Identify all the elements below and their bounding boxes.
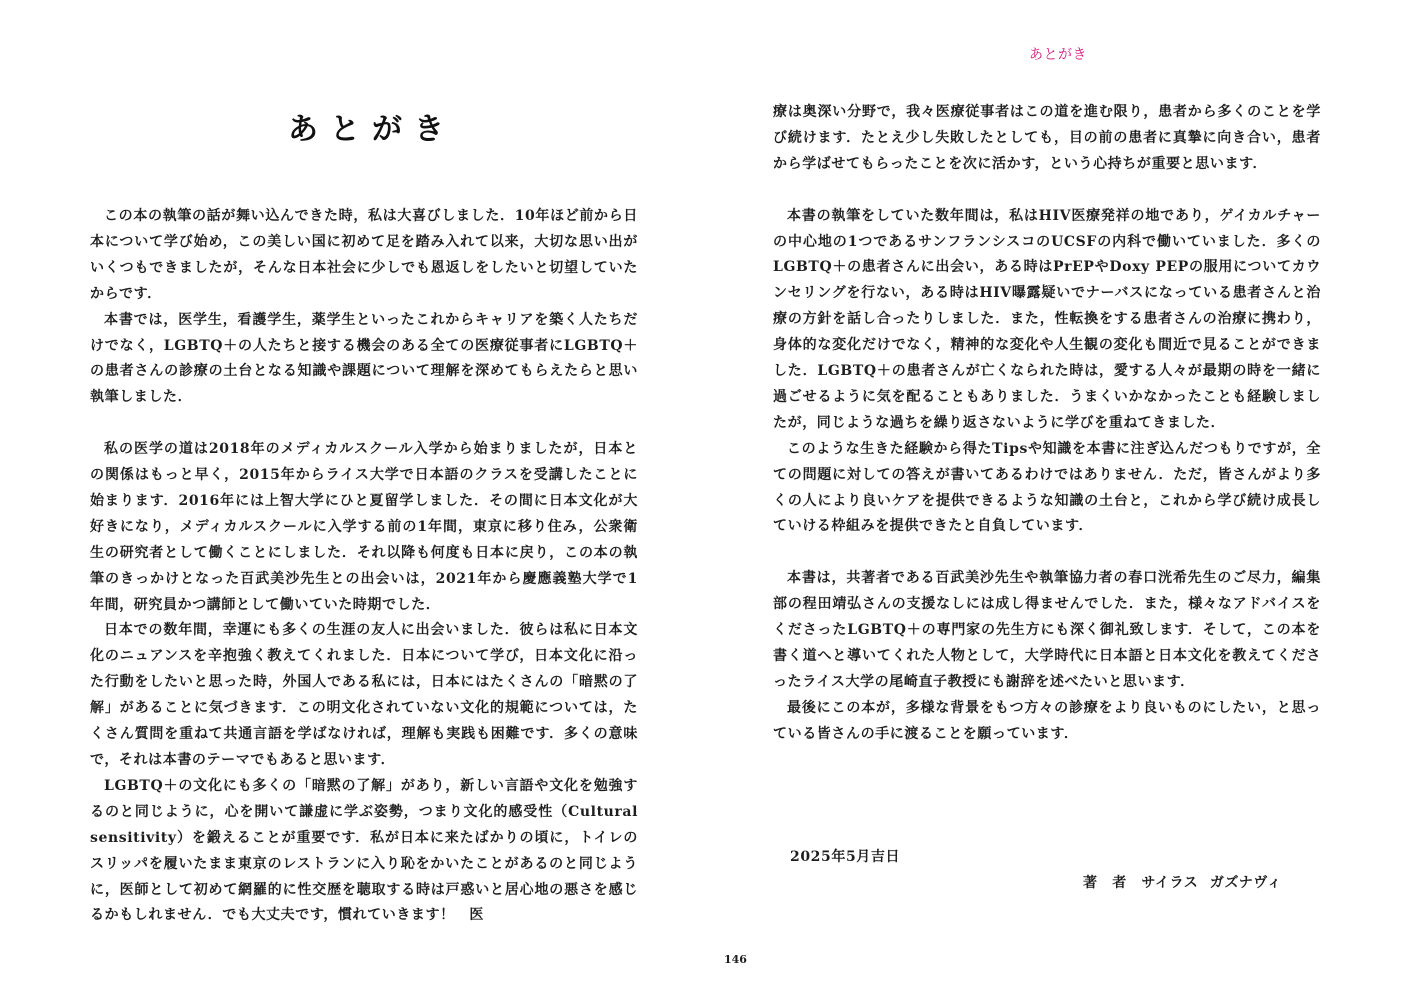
page-number: 146 [724, 953, 747, 966]
paragraph: 本書では，医学生，看護学生，薬学生といったこれからキャリアを築く人たちだけでなく，LGBTQ＋の人たちと接する機会のある全ての医療従事者にLGBTQ＋の患者さんの診療の土台となる知識や課題について理解を深めてもらえたらと思い執筆しました． [90, 311, 638, 406]
paragraph: 最後にこの本が，多様な背景をもつ方々の診療をより良いものにしたい，と思っている皆さんの手に渡ることを願っています． [773, 699, 1321, 742]
left-text-column [90, 204, 638, 929]
right-text-column [773, 100, 1321, 748]
paragraph: LGBTQ＋の文化にも多くの「暗黙の了解」があり，新しい言語や文化を勉強するのと同じように，心を開いて謙虚に学ぶ姿勢，つまり文化的感受性（Cultural sensitivity）を鍛えることが重要です．私が日本に来たばかりの頃に，トイレのスリッパを履いたまま東京のレストランに入り恥をかいたことがあるのと同じように，医師として初めて網羅的に性交歴を聴取する時は戸惑いと居心地の悪さを感じるかもしれません．でも大丈夫です，慣れていきます！ 医 [90, 777, 638, 924]
paragraph: 本書の執筆をしていた数年間は，私はHIV医療発祥の地であり，ゲイカルチャーの中心地の1つであるサンフランシスコのUCSFの内科で働いていました．多くのLGBTQ＋の患者さんに出会い，ある時はPrEPやDoxy PEPの服用についてカウンセリングを行ない，ある時はHIV曝露疑いでナーバスになっている患者さんと治療の方針を話し合ったりしました．また，性転換をする患者さんの治療に携わり，身体的な変化だけでなく，精神的な変化や人生観の変化も間近で見ることができました．LGBTQ＋の患者さんが亡くなられた時は，愛する人々が最期の時を一緒に過ごせるように気を配ることもありました．うまくいかなかったことも経験しましたが，同じような過ちを繰り返さないように学びを重ねてきました． [773, 207, 1321, 431]
chapter-title: あとがき [288, 112, 456, 147]
running-head: あとがき [1029, 47, 1087, 63]
paragraph: 日本での数年間，幸運にも多くの生涯の友人に出会いました．彼らは私に日本文化のニュアンスを辛抱強く教えてくれました．日本について学び，日本文化に沿った行動をしたいと思った時，外国人である私には，日本にはたくさんの「暗黙の了解」があることに気づきます．この明文化されていない文化的規範については，たくさん質問を重ねて共通言語を学ばなければ，理解も実践も困難です．多くの意味で，それは本書のテーマでもあると思います． [90, 622, 638, 769]
author-signature: 著 者 サイラス ガズナヴィ [1083, 875, 1282, 891]
paragraph: 私の医学の道は2018年のメディカルスクール入学から始まりましたが，日本との関係はもっと早く，2015年からライス大学で日本語のクラスを受講したことに始まります．2016年には上智大学にひと夏留学しました．その間に日本文化が大好きになり，メディカルスクールに入学する前の1年間，東京に移り住み，公衆衛生の研究者として働くことにしました．それ以降も何度も日本に戻り，この本の執筆のきっかけとなった百武美沙先生との出会いは，2021年から慶應義塾大学で1年間，研究員かつ講師として働いていた時期でした． [90, 441, 638, 613]
paragraph: 療は奥深い分野で，我々医療従事者はこの道を進む限り，患者から多くのことを学び続けます．たとえ少し失敗したとしても，目の前の患者に真摯に向き合い，患者から学ばせてもらったことを次に活かす，という心持ちが重要と思います． [773, 104, 1321, 172]
date-line: 2025年5月吉日 [790, 849, 901, 865]
paragraph: このような生きた経験から得たTipsや知識を本書に注ぎ込んだつもりですが，全ての問題に対しての答えが書いてあるわけではありません．ただ，皆さんがより多くの人により良いケアを提供できるような知識の土台と，これから学び続け成長していける枠組みを提供できたと自負しています． [773, 440, 1321, 535]
paragraph: 本書は，共著者である百武美沙先生や執筆協力者の春口洸希先生のご尽力，編集部の程田靖弘さんの支援なしには成し得ませんでした．また，様々なアドバイスをくださったLGBTQ＋の専門家の先生方にも深く御礼致します．そして，この本を書く道へと導いてくれた人物として，大学時代に日本語と日本文化を教えてくださったライス大学の尾崎直子教授にも謝辞を述べたいと思います． [773, 570, 1321, 690]
paragraph: この本の執筆の話が舞い込んできた時，私は大喜びしました．10年ほど前から日本について学び始め，この美しい国に初めて足を踏み入れて以来，大切な思い出がいくつもできましたが，そんな日本社会に少しでも恩返しをしたいと切望していたからです． [90, 208, 638, 302]
